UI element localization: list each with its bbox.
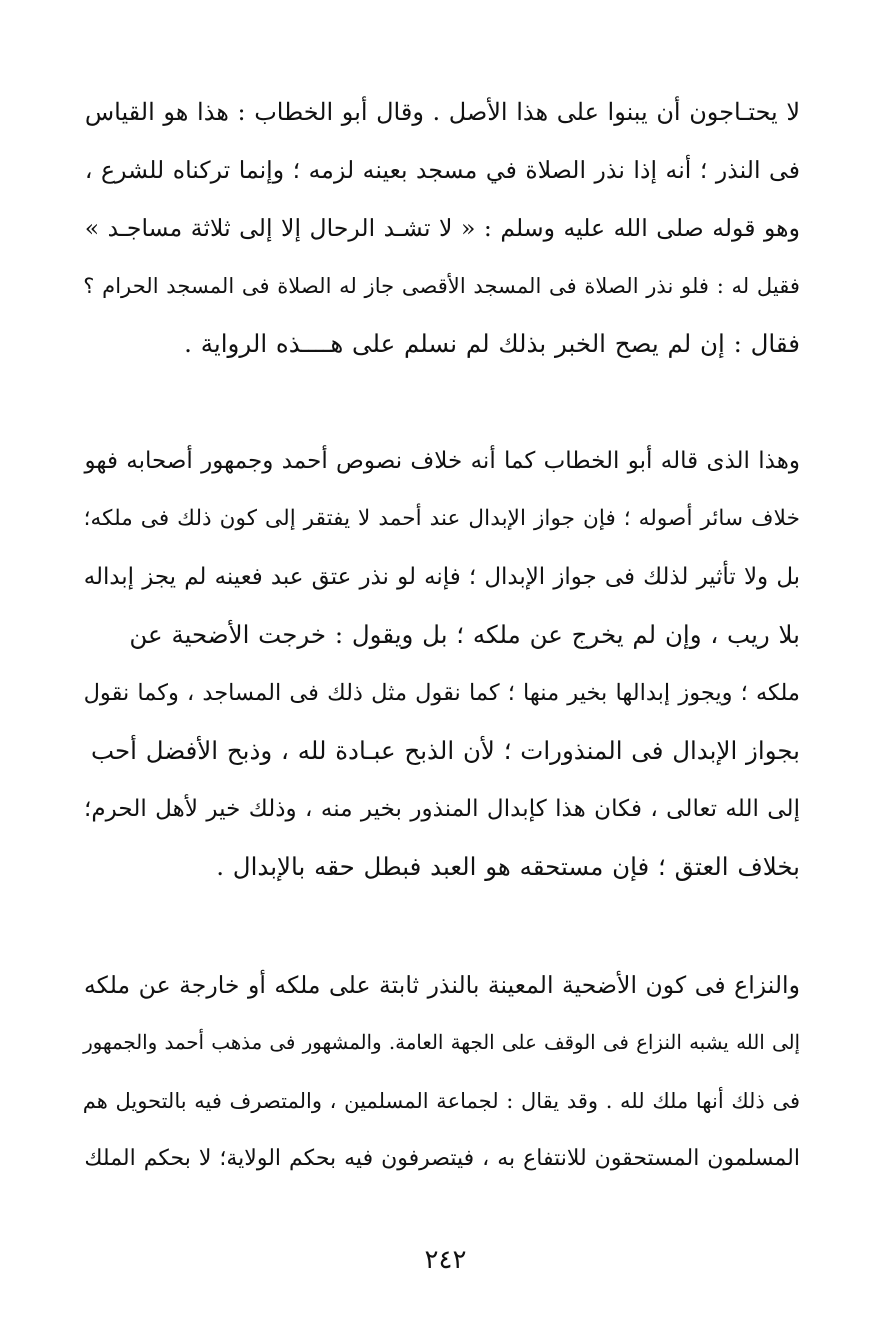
text-line: خلاف سائر أصوله ؛ فإن جواز الإبدال عند أحمد لا يفتقر إلى كون ذلك فى ملكه؛ xyxy=(83,506,800,531)
text-line: إلى الله تعالى ، فكان هذا كإبدال المنذور بخير منه ، وذلك خير لأهل الحرم؛ xyxy=(84,796,800,822)
text-line: فى النذر ؛ أنه إذا نذر الصلاة في مسجد بعينه لزمه ؛ وإنما تركناه للشرع ، xyxy=(84,156,800,184)
text-line: والنزاع فى كون الأضحية المعينة بالنذر ثابتة على ملكه أو خارجة عن ملكه xyxy=(84,971,800,999)
text-line: بلا ريب ، وإن لم يخرج عن ملكه ؛ بل ويقول : خرجت الأضحية عن xyxy=(129,620,800,649)
text-line: بجواز الإبدال فى المنذورات ؛ لأن الذبح عبـادة لله ، وذبح الأفضل أحب xyxy=(90,736,800,765)
page-number: ٢٤٢ xyxy=(424,1245,467,1275)
text-line: فقال : إن لم يصح الخبر بذلك لم نسلم على هــــذه الرواية . xyxy=(184,329,800,358)
paragraph-2 xyxy=(70,432,800,896)
text-line: إلى الله يشبه النزاع فى الوقف على الجهة العامة. والمشهور فى مذهب أحمد والجمهور xyxy=(83,1031,800,1054)
text-line: المسلمون المستحقون للانتفاع به ، فيتصرفون فيه بحكم الولاية؛ لا بحكم الملك xyxy=(84,1146,800,1171)
text-line: فى ذلك أنها ملك لله . وقد يقال : لجماعة المسلمين ، والمتصرف فيه بالتحويل هم xyxy=(82,1088,800,1113)
paragraph-3 xyxy=(70,956,800,1188)
text-line: بل ولا تأثير لذلك فى جواز الإبدال ؛ فإنه لو نذر عتق عبد فعينه لم يجز إبداله xyxy=(83,564,800,590)
paragraph-1 xyxy=(70,83,800,373)
text-line: وهو قوله صلى الله عليه وسلم : « لا تشـد الرحال إلا إلى ثلاثة مساجـد » xyxy=(84,214,800,242)
text-line: لا يحتـاجون أن يبنوا على هذا الأصل . وقال أبو الخطاب : هذا هو القياس xyxy=(84,98,800,126)
text-line: بخلاف العتق ؛ فإن مستحقه هو العبد فبطل حقه بالإبدال . xyxy=(216,852,800,881)
text-line: فقيل له : فلو نذر الصلاة فى المسجد الأقصى جاز له الصلاة فى المسجد الحرام ؟ xyxy=(83,273,800,298)
text-line: وهذا الذى قاله أبو الخطاب كما أنه خلاف نصوص أحمد وجمهور أصحابه فهو xyxy=(84,448,800,474)
text-line: ملكه ؛ ويجوز إبدالها بخير منها ؛ كما نقول مثل ذلك فى المساجد ، وكما نقول xyxy=(83,680,800,706)
